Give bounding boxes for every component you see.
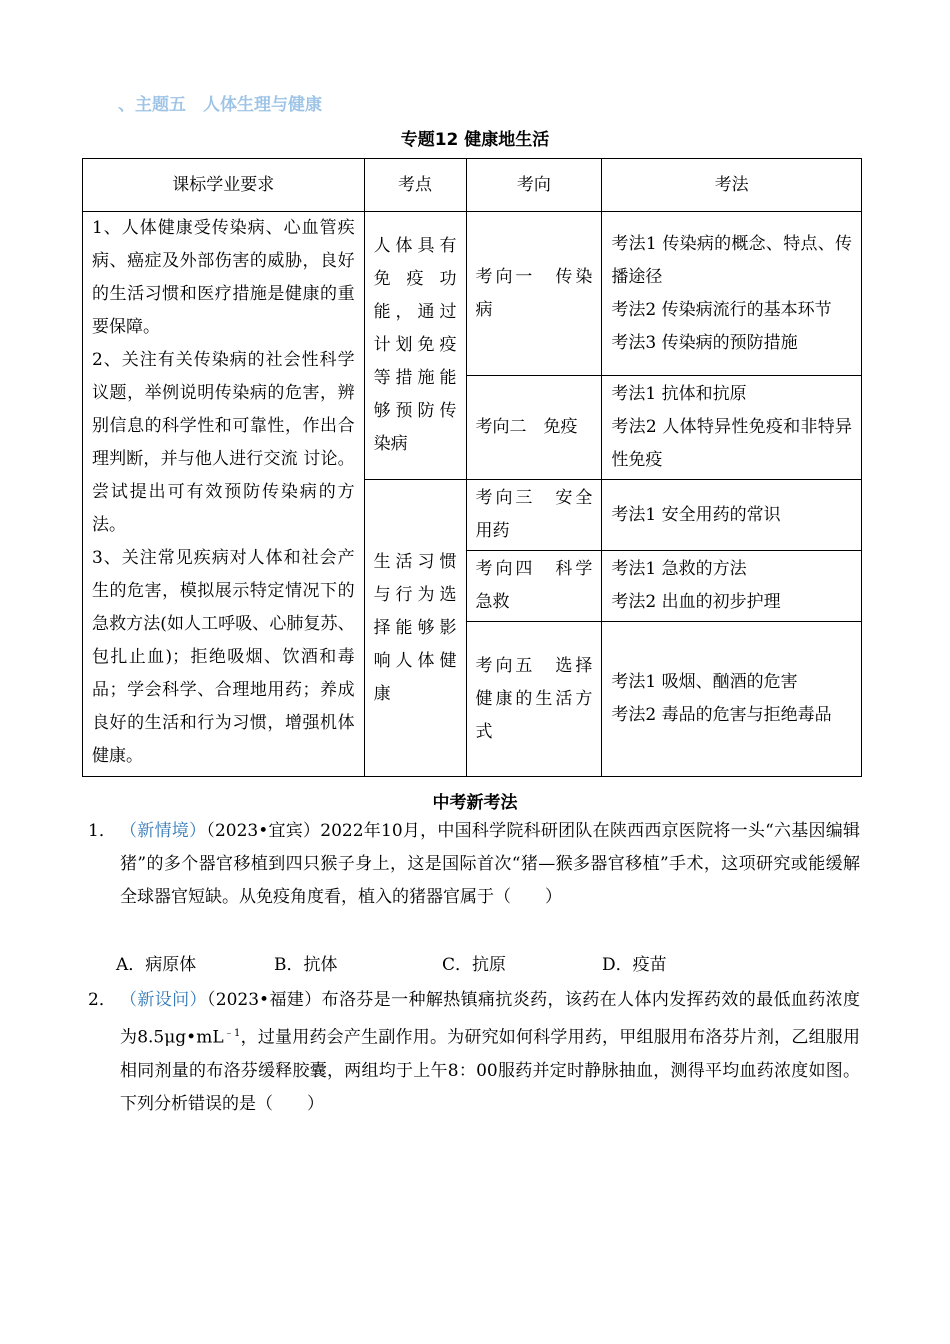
question-text: （2023•福建）布洛芬是一种解热镇痛抗炎药，该药在人体内发挥药效的最低血药浓度为8.5μg•mL bbox=[120, 990, 860, 1048]
requirements-cell bbox=[83, 212, 365, 777]
question-2 bbox=[88, 984, 860, 1121]
kaofa-item: 考法3 传染病的预防措施 bbox=[611, 332, 798, 353]
option-c[interactable]: C．抗原 bbox=[442, 955, 507, 975]
header-kaofa: 考法 bbox=[602, 159, 862, 212]
kaofa-cell bbox=[602, 480, 862, 551]
kaoxiang-cell: 考向一 传染病 bbox=[466, 212, 602, 376]
kaoxiang-cell: 考向三 安全用药 bbox=[466, 480, 602, 551]
kaofa-cell bbox=[602, 212, 862, 376]
requirement-item: 3、关注常见疾病对人体和社会产生的危害，模拟展示特定情况下的急救方法(如人工呼吸、心肺复苏、包扎止血)；拒绝吸烟、饮酒和毒品；学会科学、合理地用药；养成良好的生活和行为习惯，增强机体健康。 bbox=[92, 548, 355, 766]
option-b[interactable]: B．抗体 bbox=[274, 955, 338, 975]
kaofa-item: 考法2 传染病流行的基本环节 bbox=[611, 299, 832, 320]
kaofa-item: 考法1 急救的方法 bbox=[611, 559, 747, 579]
new-methods-title: 中考新考法 bbox=[432, 793, 518, 813]
requirement-item: 2、关注有关传染病的社会性科学议题，举例说明传染病的危害，辨别信息的科学性和可靠性，作出合理判断，并与他人进行交流 讨论。尝试提出可有效预防传染病的方法。 bbox=[92, 350, 355, 535]
curriculum-table bbox=[82, 158, 862, 777]
kaofa-item: 考法2 毒品的危害与拒绝毒品 bbox=[611, 705, 832, 725]
header-kaoxiang: 考向 bbox=[466, 159, 602, 212]
question-number: 2． bbox=[88, 990, 116, 1010]
kaofa-item: 考法1 安全用药的常识 bbox=[611, 504, 781, 525]
kaodian-cell: 人体具有免疫功能，通过计划免疫等措施能够预防传染病 bbox=[364, 212, 466, 480]
kaofa-cell bbox=[602, 376, 862, 480]
question-number: 1． bbox=[88, 821, 116, 841]
question-text: （2023•宜宾）2022年10月，中国科学院科研团队在陕西西京医院将一头“六基因编辑猪”的多个器官移植到四只猴子身上，这是国际首次“猪—猴多器官移植”手术，这项研究或能缓解全球器官短缺。从免疫角度看，植入的猪器官属于（ ） bbox=[120, 821, 860, 907]
table-row bbox=[83, 212, 862, 376]
kaoxiang-cell: 考向五 选择健康的生活方式 bbox=[466, 622, 602, 777]
question-body bbox=[120, 984, 860, 1121]
kaofa-item: 考法2 出血的初步护理 bbox=[611, 592, 781, 612]
kaofa-cell bbox=[602, 551, 862, 622]
question-body bbox=[120, 815, 860, 914]
page-title: 专题12 健康地生活 bbox=[400, 130, 550, 150]
table-header-row bbox=[83, 159, 862, 212]
unit-superscript: ﹣1 bbox=[223, 1028, 241, 1039]
header-requirements: 课标学业要求 bbox=[83, 159, 365, 212]
kaodian-cell: 生活习惯与行为选择能够影响人体健康 bbox=[364, 480, 466, 777]
question-1 bbox=[88, 815, 860, 914]
question-tag: （新设问） bbox=[120, 990, 207, 1010]
section-heading: 、主题五 人体生理与健康 bbox=[118, 95, 322, 115]
kaofa-cell bbox=[602, 622, 862, 777]
question-tag: （新情境） bbox=[120, 821, 207, 841]
kaoxiang-cell: 考向四 科学急救 bbox=[466, 551, 602, 622]
requirement-item: 1、人体健康受传染病、心血管疾病、癌症及外部伤害的威胁，良好的生活习惯和医疗措施是健康的重要保障。 bbox=[92, 218, 355, 337]
header-kaodian: 考点 bbox=[364, 159, 466, 212]
kaofa-item: 考法2 人体特异性免疫和非特异性免疫 bbox=[611, 417, 852, 470]
question-text-continued: ，过量用药会产生副作用。为研究如何科学用药，甲组服用布洛芬片剂，乙组服用相同剂量的布洛芬缓释胶囊，两组均于上午8：00服药并定时静脉抽血，测得平均血药浓度如图。下列分析错误的是（ ） bbox=[120, 1027, 861, 1114]
kaoxiang-cell: 考向二 免疫 bbox=[466, 376, 602, 480]
kaofa-item: 考法1 传染病的概念、特点、传播途径 bbox=[611, 233, 852, 287]
kaofa-item: 考法1 抗体和抗原 bbox=[611, 384, 747, 404]
kaofa-item: 考法1 吸烟、酗酒的危害 bbox=[611, 672, 798, 692]
option-d[interactable]: D．疫苗 bbox=[602, 955, 667, 975]
option-a[interactable]: A．病原体 bbox=[116, 955, 197, 975]
